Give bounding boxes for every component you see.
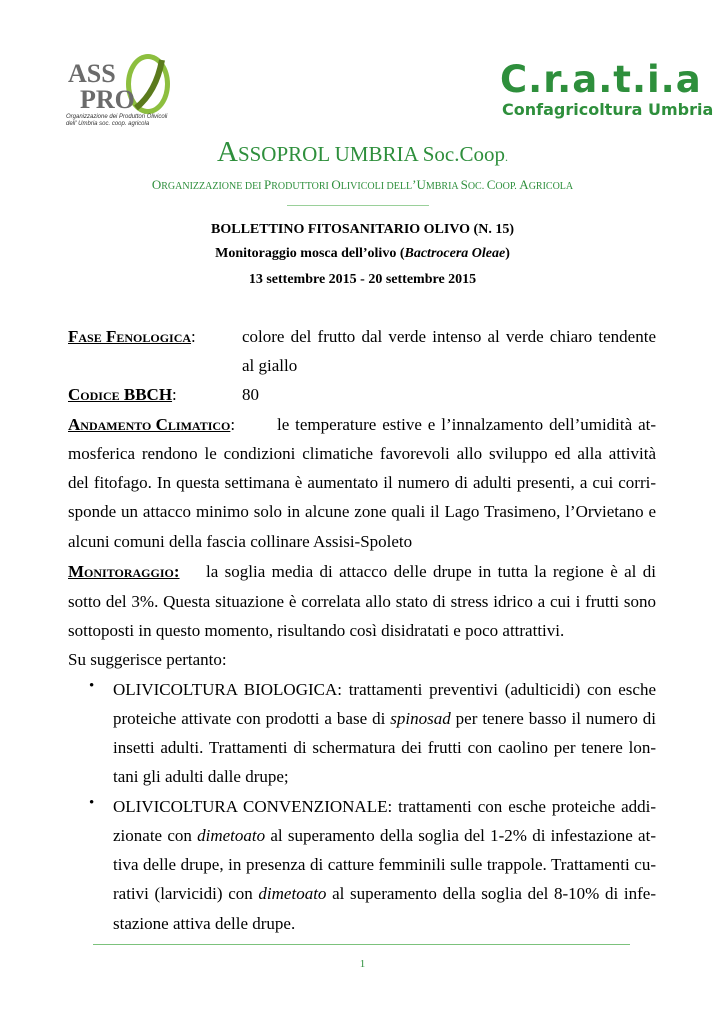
monitoraggio-label: Monitoraggio: xyxy=(68,562,180,581)
bulletin-title: BOLLETTINO FITOSANITARIO OLIVO (N. 15) xyxy=(211,222,514,237)
svg-text:PRO: PRO xyxy=(80,85,135,114)
andamento-climatico-label: Andamento Climatico xyxy=(68,415,231,434)
andamento-climatico-row: Andamento Climatico: le temperature estive e l’innalzamento dell’umidità at- xyxy=(68,410,656,439)
bullet-text-line: tani gli adulti dalle drupe; xyxy=(113,767,289,786)
bulletin-subtitle: Monitoraggio mosca dell’olivo (Bactrocera Oleae) xyxy=(215,246,510,261)
bullet-marker: • xyxy=(89,795,95,811)
bullet-text-line: stazione attiva delle drupe. xyxy=(113,914,296,933)
bullet-text-line: OLIVICOLTURA CONVENZIONALE: trattamenti con esche proteiche addi- xyxy=(113,797,656,816)
svg-text:ASS: ASS xyxy=(68,59,116,88)
clima-text-line: sponde un attacco minimo solo in alcune zone quali il Lago Trasimeno, l’Orvietano e xyxy=(68,502,656,521)
clima-text-line: alcuni comuni della fascia collinare Assisi-Spoleto xyxy=(68,532,413,551)
bullet-text-line: rativi (larvicidi) con dimetoato al superamento della soglia del 8-10% di infe- xyxy=(113,884,656,903)
codice-bbch-row: Codice BBCH: 80 xyxy=(68,380,656,409)
monitoraggio-text-line: Su suggerisce pertanto: xyxy=(68,650,227,669)
fase-fenologica-value-cont: al giallo xyxy=(242,356,298,375)
bullet-marker: • xyxy=(89,678,95,694)
page-number: 1 xyxy=(359,958,366,970)
cratia-logo xyxy=(500,58,714,128)
monitoraggio-text-line: la soglia media di attacco delle drupe in tutta la regione è al di xyxy=(206,562,656,581)
clima-text-line: le temperature estive e l’innalzamento dell’umidità at- xyxy=(277,415,656,434)
monitoraggio-text-line: sotto del 3%. Questa situazione è correlata allo stato di stress idrico a cui i frutti sono xyxy=(68,592,656,611)
organization-title: ASSOPROL UMBRIA Soc.Coop. xyxy=(216,136,508,168)
fase-fenologica-value: colore del frutto dal verde intenso al verde chiaro tendente xyxy=(242,327,656,346)
codice-bbch-label: Codice BBCH xyxy=(68,385,173,404)
header-divider xyxy=(287,205,429,206)
bullet-text-line: tiva delle drupe, in presenza di catture femminili sulle trappole. Trattamenti cu- xyxy=(113,855,656,874)
bullet-text-line: zionate con dimetoato al superamento della soglia del 1-2% di infestazione at- xyxy=(113,826,656,845)
cratia-subtitle: Confagricoltura Umbria xyxy=(502,100,714,119)
codice-bbch-value: 80 xyxy=(242,385,259,404)
monitoraggio-text-line: sottoposti in questo momento, risultando così disidratati e poco attrattivi. xyxy=(68,621,565,640)
olive-logo-icon xyxy=(66,52,186,116)
fase-fenologica-label: Fase Fenologica xyxy=(68,327,192,346)
bulletin-dates: 13 settembre 2015 - 20 settembre 2015 xyxy=(248,272,477,287)
footer-divider xyxy=(93,944,630,945)
assoprol-logo xyxy=(66,52,186,132)
clima-text-line: mosferica rendono le condizioni climatiche favorevoli allo sviluppo ed alla attività xyxy=(68,444,656,463)
bullet-text-line: OLIVICOLTURA BIOLOGICA: trattamenti preventivi (adulticidi) con esche xyxy=(113,680,656,699)
fase-fenologica-row: Fase Fenologica: colore del frutto dal verde intenso al verde chiaro tendente xyxy=(68,322,656,351)
bullet-text-line: insetti adulti. Trattamenti di schermatura dei frutti con caolino per tenere lon- xyxy=(113,738,656,757)
bullet-text-line: proteiche attivate con prodotti a base di spinosad per tenere basso il numero di xyxy=(113,709,656,728)
clima-text-line: del fitofago. In questa settimana è aumentato il numero di adulti presenti, a cui corri- xyxy=(68,473,656,492)
cratia-logo-text: C.r.a.t.i.a xyxy=(500,58,702,101)
organization-subtitle: ORGANIZZAZIONE DEI PRODUTTORI OLIVICOLI DELL’UMBRIA SOC. COOP. AGRICOLA xyxy=(151,177,574,192)
assoprol-caption: Organizzazione dei Produttori Olivicoli dell' Umbria soc. coop. agricola xyxy=(66,114,168,127)
monitoraggio-row xyxy=(68,557,656,586)
